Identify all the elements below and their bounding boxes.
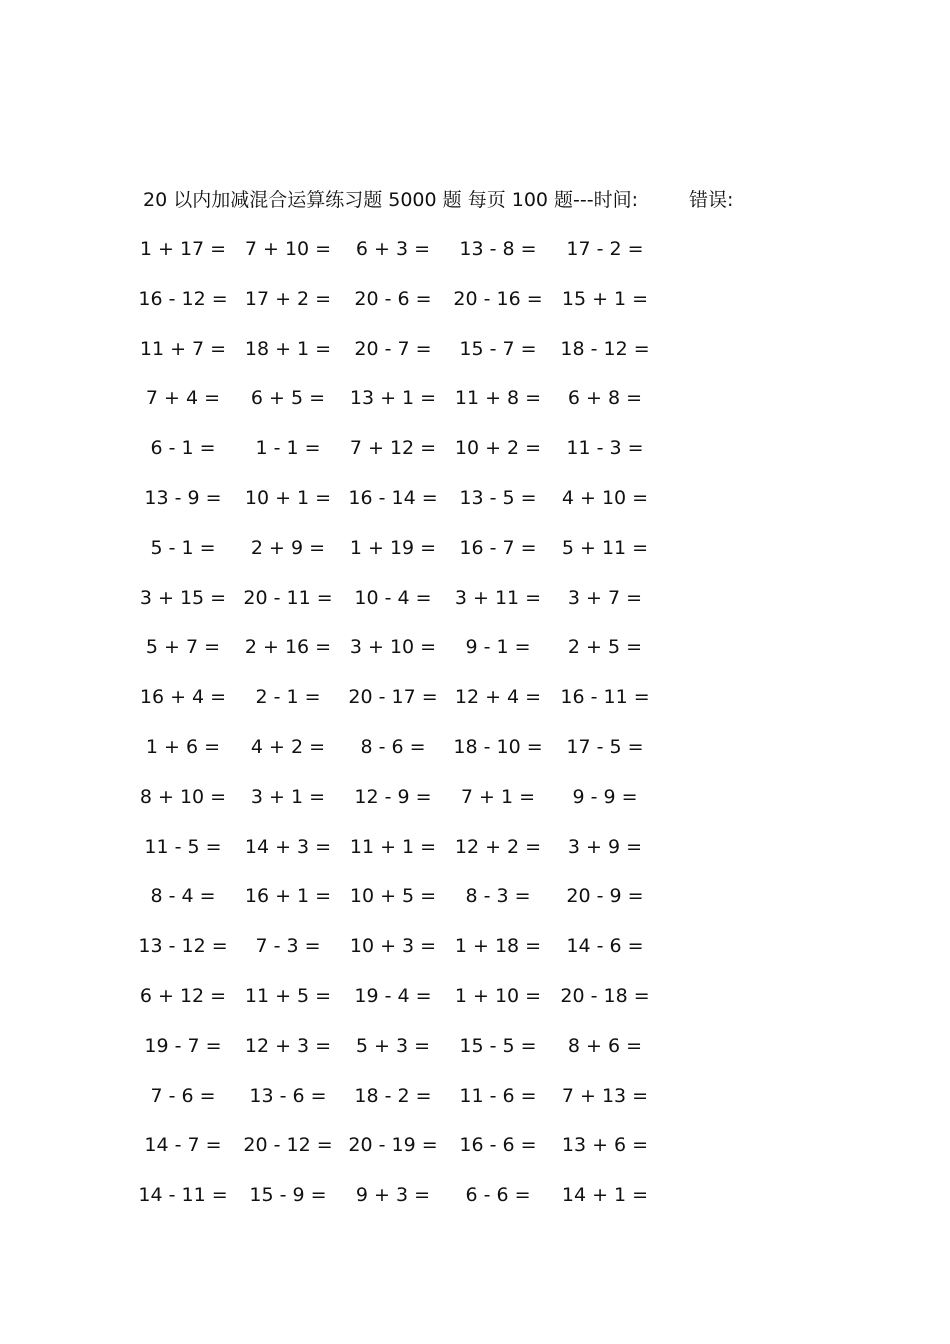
problem-item: 1 + 17 = [139, 238, 227, 260]
problem-item: 3 + 1 = [250, 785, 326, 808]
problem-item: 18 - 10 = [453, 735, 543, 758]
problem-item: 7 - 3 = [255, 935, 321, 958]
problem-item: 14 - 7 = [144, 1134, 222, 1157]
problem-item: 13 + 6 = [561, 1134, 649, 1157]
problem-item: 6 + 12 = [139, 984, 227, 1007]
problem-item: 10 + 1 = [244, 486, 332, 509]
problem-item: 6 - 6 = [465, 1184, 531, 1207]
worksheet-title: 20 以内加减混合运算练习题 5000 题 每页 100 题---时间: [143, 189, 639, 211]
problem-item: 11 + 5 = [244, 984, 332, 1007]
problem-row [0, 282, 950, 332]
problem-item: 9 - 1 = [465, 636, 531, 659]
problem-grid [0, 232, 950, 1228]
problem-item: 3 + 10 = [349, 636, 437, 659]
problem-item: 15 - 9 = [249, 1184, 327, 1207]
problem-item: 8 - 6 = [360, 735, 426, 758]
problem-item: 16 - 7 = [459, 536, 537, 559]
problem-row [0, 1029, 950, 1079]
problem-item: 18 - 2 = [354, 1084, 432, 1107]
problem-item: 12 + 4 = [454, 686, 542, 709]
problem-item: 7 + 13 = [561, 1084, 649, 1107]
problem-item: 20 - 18 = [560, 984, 650, 1007]
problem-item: 6 + 8 = [567, 387, 643, 410]
problem-item: 19 - 7 = [144, 1034, 222, 1057]
problem-item: 13 - 6 = [249, 1084, 327, 1107]
problem-item: 18 + 1 = [244, 337, 332, 360]
problem-item: 20 - 9 = [566, 885, 644, 908]
problem-item: 3 + 7 = [567, 586, 643, 609]
problem-item: 11 - 6 = [459, 1084, 537, 1107]
problem-item: 5 - 1 = [150, 536, 216, 559]
problem-item: 6 + 3 = [355, 238, 431, 260]
problem-item: 19 - 4 = [354, 984, 432, 1007]
problem-item: 1 - 1 = [255, 437, 321, 460]
problem-item: 7 + 12 = [349, 437, 437, 460]
problem-item: 6 - 1 = [150, 437, 216, 460]
problem-row [0, 381, 950, 431]
problem-row [0, 630, 950, 680]
problem-item: 7 - 6 = [150, 1084, 216, 1107]
problem-item: 6 + 5 = [250, 387, 326, 410]
problem-row [0, 581, 950, 631]
problem-item: 9 - 9 = [572, 785, 638, 808]
problem-row [0, 1178, 950, 1228]
problem-item: 7 + 10 = [244, 238, 332, 260]
problem-item: 3 + 11 = [454, 586, 542, 609]
problem-item: 2 + 9 = [250, 536, 326, 559]
problem-item: 12 - 9 = [354, 785, 432, 808]
problem-item: 14 - 11 = [138, 1184, 228, 1207]
problem-item: 9 + 3 = [355, 1184, 431, 1207]
problem-row [0, 481, 950, 531]
errors-label: 错误: [689, 189, 734, 211]
problem-row [0, 1079, 950, 1129]
problem-item: 17 - 5 = [566, 735, 644, 758]
problem-item: 15 - 7 = [459, 337, 537, 360]
problem-item: 1 + 19 = [349, 536, 437, 559]
problem-item: 1 + 18 = [454, 935, 542, 958]
problem-item: 8 - 4 = [150, 885, 216, 908]
problem-item: 15 + 1 = [561, 287, 649, 310]
problem-item: 5 + 11 = [561, 536, 649, 559]
problem-row [0, 830, 950, 880]
problem-item: 4 + 10 = [561, 486, 649, 509]
problem-item: 2 + 16 = [244, 636, 332, 659]
problem-item: 16 - 6 = [459, 1134, 537, 1157]
problem-item: 3 + 15 = [139, 586, 227, 609]
problem-item: 10 - 4 = [354, 586, 432, 609]
problem-item: 17 - 2 = [566, 238, 644, 260]
problem-item: 7 + 1 = [460, 785, 536, 808]
problem-item: 20 - 6 = [354, 287, 432, 310]
problem-item: 10 + 2 = [454, 437, 542, 460]
problem-item: 2 - 1 = [255, 686, 321, 709]
problem-item: 13 - 9 = [144, 486, 222, 509]
problem-item: 16 - 11 = [560, 686, 650, 709]
problem-item: 20 - 12 = [243, 1134, 333, 1157]
problem-item: 16 + 1 = [244, 885, 332, 908]
problem-item: 12 + 2 = [454, 835, 542, 858]
problem-item: 11 - 5 = [144, 835, 222, 858]
problem-item: 3 + 9 = [567, 835, 643, 858]
problem-item: 11 + 7 = [139, 337, 227, 360]
problem-item: 11 + 8 = [454, 387, 542, 410]
problem-item: 20 - 7 = [354, 337, 432, 360]
problem-item: 20 - 19 = [348, 1134, 438, 1157]
problem-item: 13 - 5 = [459, 486, 537, 509]
problem-item: 18 - 12 = [560, 337, 650, 360]
problem-item: 14 + 1 = [561, 1184, 649, 1207]
problem-item: 7 + 4 = [145, 387, 221, 410]
problem-item: 16 - 14 = [348, 486, 438, 509]
problem-item: 14 - 6 = [566, 935, 644, 958]
problem-item: 10 + 3 = [349, 935, 437, 958]
problem-item: 20 - 16 = [453, 287, 543, 310]
problem-item: 1 + 10 = [454, 984, 542, 1007]
problem-row [0, 879, 950, 929]
problem-item: 5 + 3 = [355, 1034, 431, 1057]
problem-item: 16 + 4 = [139, 686, 227, 709]
problem-item: 1 + 6 = [145, 735, 221, 758]
problem-row [0, 431, 950, 481]
problem-item: 10 + 5 = [349, 885, 437, 908]
problem-row [0, 730, 950, 780]
problem-item: 15 - 5 = [459, 1034, 537, 1057]
problem-row [0, 680, 950, 730]
problem-item: 16 - 12 = [138, 287, 228, 310]
problem-item: 12 + 3 = [244, 1034, 332, 1057]
problem-item: 4 + 2 = [250, 735, 326, 758]
problem-item: 20 - 11 = [243, 586, 333, 609]
problem-item: 14 + 3 = [244, 835, 332, 858]
problem-item: 13 - 8 = [459, 238, 537, 260]
worksheet-header [143, 186, 734, 214]
problem-item: 13 + 1 = [349, 387, 437, 410]
problem-item: 8 + 6 = [567, 1034, 643, 1057]
problem-item: 20 - 17 = [348, 686, 438, 709]
problem-item: 2 + 5 = [567, 636, 643, 659]
problem-row [0, 929, 950, 979]
problem-item: 13 - 12 = [138, 935, 228, 958]
problem-item: 5 + 7 = [145, 636, 221, 659]
problem-row [0, 332, 950, 382]
problem-item: 8 + 10 = [139, 785, 227, 808]
problem-item: 11 + 1 = [349, 835, 437, 858]
problem-item: 11 - 3 = [566, 437, 644, 460]
problem-item: 17 + 2 = [244, 287, 332, 310]
problem-row [0, 780, 950, 830]
problem-row [0, 531, 950, 581]
problem-row [0, 232, 950, 282]
problem-row [0, 979, 950, 1029]
problem-item: 8 - 3 = [465, 885, 531, 908]
problem-row [0, 1128, 950, 1178]
